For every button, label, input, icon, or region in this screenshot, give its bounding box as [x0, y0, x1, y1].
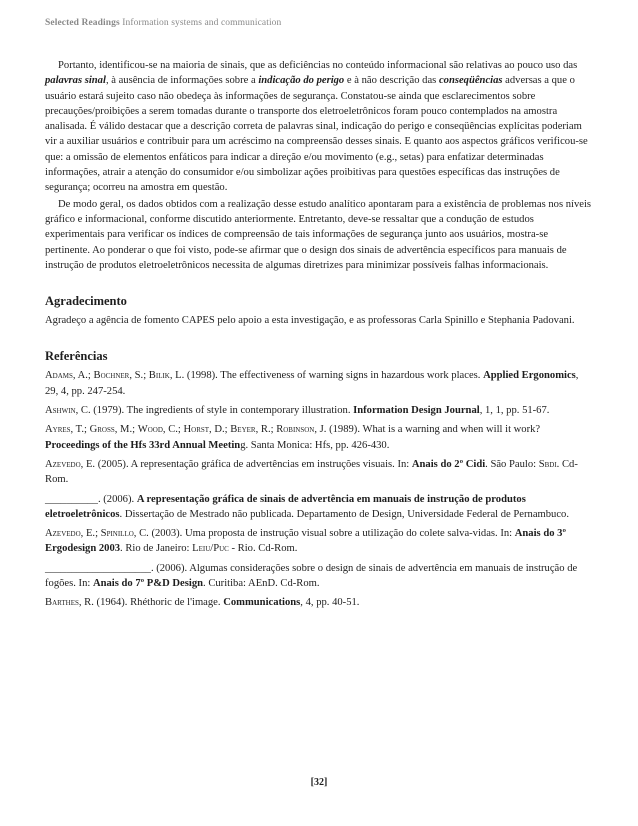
text-run: , E.; [80, 528, 101, 540]
author-name: Horst [183, 424, 210, 436]
publication-title: Information Design Journal [353, 405, 480, 417]
publisher-name: Sbdi [538, 458, 557, 470]
text-run: - Rio. Cd-Rom. [228, 543, 298, 555]
author-name: Ayres [45, 424, 71, 436]
text-run: , C. (1979). The ingredients of style in contemporary illustration. [75, 405, 354, 417]
author-name: Barthes [45, 597, 79, 609]
emphasis-term: conseqüências [438, 75, 503, 87]
emphasis-term: indicação do perigo [258, 75, 345, 87]
running-head-title: Information systems and communication [122, 18, 282, 28]
publication-title: Anais do 7º P&D Design [92, 578, 204, 590]
text-run: , R.; [255, 424, 277, 436]
publication-title: Anais do 3º Ergodesign 2003 [45, 528, 566, 555]
text-run: . Cd-Rom. [45, 458, 578, 486]
acknowledgement-text: Agradeço a agência de fomento CAPES pelo apoio a esta investigação, e as professoras Carla Spinillo e Stephania Padovani. [45, 315, 575, 327]
text-run: . São Paulo: [485, 458, 539, 470]
paragraph-conclusions [45, 58, 593, 196]
text-run: , T.; [70, 424, 90, 436]
author-name: Spinillo [100, 528, 134, 540]
page-number: [32] [310, 777, 328, 788]
text-run: , 4, pp. 40-51. [300, 597, 360, 609]
running-head-section: Selected Readings [45, 18, 120, 28]
reference-entry [45, 526, 593, 557]
publisher-name: Leiu/Puc [192, 543, 229, 555]
author-name: Wood [137, 424, 163, 436]
reference-entry [45, 403, 593, 418]
text-run: , S.; [129, 370, 149, 382]
text-run: , D.; [209, 424, 231, 436]
text-run: ____________________. (2006). Algumas considerações sobre o design de sinais de advertência em manuais de instrução de fogões. In: [45, 562, 578, 590]
text-run: , R. (1964). Rhéthoric de l'image. [78, 597, 224, 609]
body-text [45, 58, 593, 615]
paragraph-general: De modo geral, os dados obtidos com a realização desse estudo analítico apontaram para a existência de problemas nos níveis gráfico e informacional, conforme discutido anteriormente. Entretanto, deve-se ressaltar que a condução de estudos experimentais para verificar os índices de compreensão de tais informações de segurança junto aos usuários, mostra-se pertinente. Ao ponderar o que foi visto, pode-se afirmar que o design dos sinais de advertência específicos para manuais de instrução de produtos eletroeletrônicos necessita de algumas diretrizes para minimizar possíveis falhas informacionais. [45, 198, 592, 271]
reference-entry [45, 492, 593, 523]
publication-title: Applied Ergonomics [483, 370, 576, 382]
author-name: Bilik [148, 370, 170, 382]
emphasis-term: palavras sinal [45, 75, 106, 87]
text-run: , 29, 4, pp. 247-254. [45, 370, 579, 397]
text-run: e à não descrição das [344, 75, 439, 87]
text-run: , 1, 1, pp. 51-67. [479, 405, 550, 417]
text-run: , E. (2005). A representação gráfica de advertências em instruções visuais. In: [80, 458, 412, 470]
text-run: , C.; [162, 424, 184, 436]
reference-entry [45, 422, 593, 453]
text-run: __________. (2006). [45, 493, 137, 505]
text-run: . Dissertação de Mestrado não publicada. Departamento de Design, Universidade Federal de Pernambuco. [119, 508, 570, 520]
author-name: Adams [45, 370, 73, 382]
author-name: Azevedo [45, 458, 81, 470]
publication-title: Proceedings of the Hfs 33rd Annual Meetin [45, 439, 241, 451]
text-run: Portanto, identificou-se na maioria de sinais, que as deficiências no conteúdo informacional são relativas ao pouco uso das [58, 60, 578, 71]
text-run: , L. (1998). The effectiveness of warning signs in hazardous work places. [169, 370, 484, 382]
text-run: g. Santa Monica: Hfs, pp. 426-430. [240, 439, 390, 451]
author-name: Robinson [276, 424, 315, 436]
author-name: Gross [89, 424, 115, 436]
reference-entry [45, 457, 593, 488]
author-name: Azevedo [45, 528, 81, 540]
reference-entry [45, 595, 593, 610]
text-run: , A.; [72, 370, 94, 382]
publication-title: Anais do 2º Cidi [411, 458, 486, 470]
text-run: , à ausência de informações sobre a [105, 75, 259, 87]
reference-entry [45, 561, 593, 592]
text-run: , C. (2003). Uma proposta de instrução visual sobre a utilização do colete salva-vidas. In: [133, 528, 515, 540]
acknowledgement-heading: Agradecimento [45, 294, 127, 309]
references-heading: Referências [45, 349, 108, 364]
publication-title: A representação gráfica de sinais de advertência em manuais de instrução de produtos eletroeletrônicos [45, 493, 526, 520]
text-run: , J. (1989). What is a warning and when will it work? [314, 424, 541, 436]
author-name: Bochner [93, 370, 130, 382]
text-run: . Curitiba: AEnD. Cd-Rom. [203, 578, 320, 590]
reference-entry [45, 368, 593, 399]
author-name: Ashwin [45, 405, 76, 417]
running-head [45, 18, 281, 28]
text-run: adversas a que o usuário estará sujeito caso não obedeça às informações de segurança. Constatou-se ainda que esclarecimentos sobre precauções/proibições a serem tomadas durante o transporte dos eletroeletrônicos foram pouco contemplados na amostra analisada. É válido destacar que a descrição correta de palavras sinal, indicação do perigo e conseqüências explícitas poderiam vir a auxiliar usuários e contribuir para um acréscimo na compreensão desses sinais. E quanto aos aspectos gráficos verificou-se que: a omissão de elementos enfáticos para indicar a direção e/ou movimento (e.g., setas) para enfatizar determinadas informações, atrair a atenção do consumidor e/ou simbolizar ações proibitivas para questões específicas das instruções de segurança; ocorreu na amostra em questão. [45, 75, 588, 194]
publication-title: Communications [223, 597, 301, 609]
text-run: . Rio de Janeiro: [120, 543, 193, 555]
text-run: , M.; [114, 424, 138, 436]
author-name: Beyer [230, 424, 256, 436]
